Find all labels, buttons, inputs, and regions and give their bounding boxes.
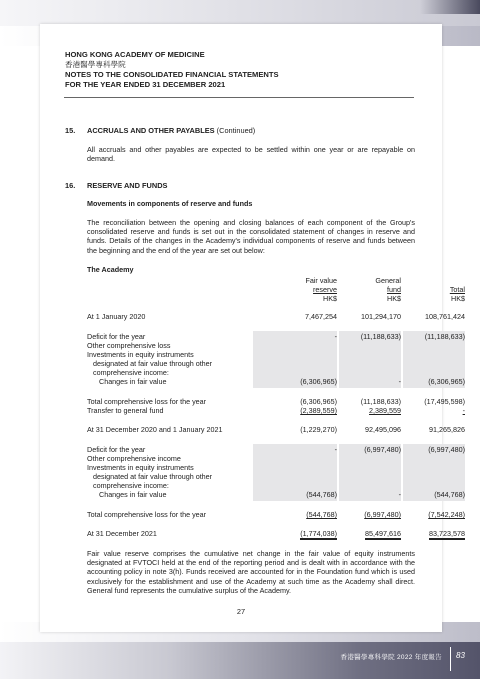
col2-unit: HK$ <box>387 294 401 304</box>
cell-total: (17,495,598) <box>424 397 465 406</box>
column-header-total <box>403 276 465 304</box>
footer-page-number: 83 <box>456 651 465 660</box>
cell-general-fund: - <box>398 377 401 386</box>
row-label: designated at fair value through other <box>93 472 213 481</box>
cell-general-fund: 2,389,559 <box>369 406 401 415</box>
col3-heading-line1 <box>403 276 465 285</box>
cell-fair-value-reserve: (6,306,965) <box>300 397 337 406</box>
cell-general-fund: (6,997,480) <box>364 510 401 519</box>
cell-fair-value-reserve: (1,229,270) <box>300 425 337 434</box>
cell-total: 108,761,424 <box>425 312 465 321</box>
cell-total: (7,542,248) <box>428 510 465 519</box>
cell-total: (544,768) <box>434 490 465 499</box>
row-label: Other comprehensive income <box>87 454 181 463</box>
section-15-title: ACCRUALS AND OTHER PAYABLES <box>87 126 215 135</box>
row-label: At 1 January 2020 <box>87 312 146 321</box>
col1-heading-line2: reserve <box>313 285 337 295</box>
row-label: Changes in fair value <box>99 490 167 499</box>
cell-fair-value-reserve: (6,306,965) <box>300 377 337 386</box>
col1-heading-line1: Fair value <box>305 276 337 285</box>
cell-fair-value-reserve: (544,768) <box>306 510 337 519</box>
section-16-number: 16. <box>65 181 76 190</box>
footer-separator <box>450 647 451 671</box>
page-number: 27 <box>236 607 246 616</box>
section-15-suffix: (Continued) <box>216 126 256 135</box>
row-label: Investments in equity instruments <box>87 350 194 359</box>
row-label: At 31 December 2021 <box>87 529 157 538</box>
section-15-heading <box>65 126 255 135</box>
section-16-heading <box>65 181 168 190</box>
cell-general-fund: 92,495,096 <box>365 425 401 434</box>
page-header <box>65 50 279 90</box>
entity-label: The Academy <box>87 265 134 274</box>
cell-general-fund: 101,294,170 <box>361 312 401 321</box>
row-label: Deficit for the year <box>87 445 146 454</box>
section-16-intro: The reconciliation between the opening and closing balances of each component of the Group's consolidated reserve and funds is set out in the consolidated statement of changes in reserve and funds. Details of the changes in the Academy's individual components of reserve and funds between the beginning and the end of the year are set out below: <box>87 218 415 255</box>
cell-total: - <box>462 406 465 415</box>
col2-heading-line1: General <box>375 276 401 285</box>
row-label: Transfer to general fund <box>87 406 164 415</box>
col2-heading-line2: fund <box>387 285 401 295</box>
column-header-fair-value-reserve <box>253 276 337 304</box>
cell-fair-value-reserve: - <box>334 445 337 454</box>
document-page <box>40 24 465 632</box>
org-name-chinese: 香港醫學專科學院 <box>65 60 126 69</box>
cell-general-fund: (6,997,480) <box>364 445 401 454</box>
cell-fair-value-reserve: (2,389,559) <box>300 406 337 415</box>
background-top-band <box>0 0 480 26</box>
row-label: Total comprehensive loss for the year <box>87 510 207 519</box>
row-label: Total comprehensive loss for the year <box>87 397 207 406</box>
cell-fair-value-reserve: (1,774,038) <box>300 529 337 538</box>
footer-report-title: 香港醫學專科學院 2022 年度報告 <box>340 654 442 661</box>
row-label: Investments in equity instruments <box>87 463 194 472</box>
row-label: Changes in fair value <box>99 377 167 386</box>
cell-total: 83,723,578 <box>429 529 465 538</box>
cell-total: (6,997,480) <box>428 445 465 454</box>
cell-fair-value-reserve: 7,467,254 <box>305 312 337 321</box>
row-label: Deficit for the year <box>87 332 146 341</box>
column-header-general-fund <box>339 276 401 304</box>
cell-general-fund: 85,497,616 <box>365 529 401 538</box>
section-16-title: RESERVE AND FUNDS <box>87 181 168 190</box>
section-15-body: All accruals and other payables are expected to be settled within one year or are repayable on demand. <box>87 145 415 164</box>
cell-total: (6,306,965) <box>428 377 465 386</box>
row-label: designated at fair value through other <box>93 359 213 368</box>
row-label: Other comprehensive loss <box>87 341 171 350</box>
closing-paragraph: Fair value reserve comprises the cumulative net change in the fair value of equity instruments designated at FVTOCI held at the end of the reporting period and is dealt with in accordance with the accounting policy in note 3(h). Funds received are accounted for in the Foundation fund which is used exclusively for the establishment and use of the Academy at such time as the Academy shall direct. General fund represents the cumulative surplus of the Academy. <box>87 549 415 595</box>
cell-fair-value-reserve: - <box>334 332 337 341</box>
cell-fair-value-reserve: (544,768) <box>306 490 337 499</box>
document-title: NOTES TO THE CONSOLIDATED FINANCIAL STATEMENTS <box>65 70 279 79</box>
row-label: comprehensive income: <box>93 481 169 490</box>
section-16-subtitle: Movements in components of reserve and funds <box>87 199 253 208</box>
document-period: FOR THE YEAR ENDED 31 DECEMBER 2021 <box>65 80 226 89</box>
col3-heading-line2: Total <box>449 285 465 295</box>
col1-unit: HK$ <box>323 294 337 304</box>
org-name: HONG KONG ACADEMY OF MEDICINE <box>65 50 205 59</box>
cell-total: (11,188,633) <box>424 332 465 341</box>
section-15-number: 15. <box>65 126 76 135</box>
header-divider <box>64 97 414 98</box>
cell-general-fund: - <box>398 490 401 499</box>
cell-general-fund: (11,188,633) <box>360 397 401 406</box>
background-top-accent <box>420 0 480 14</box>
cell-general-fund: (11,188,633) <box>360 332 401 341</box>
row-label: At 31 December 2020 and 1 January 2021 <box>87 425 223 434</box>
cell-total: 91,265,826 <box>429 425 465 434</box>
row-label: comprehensive income: <box>93 368 169 377</box>
col3-unit: HK$ <box>451 294 465 304</box>
